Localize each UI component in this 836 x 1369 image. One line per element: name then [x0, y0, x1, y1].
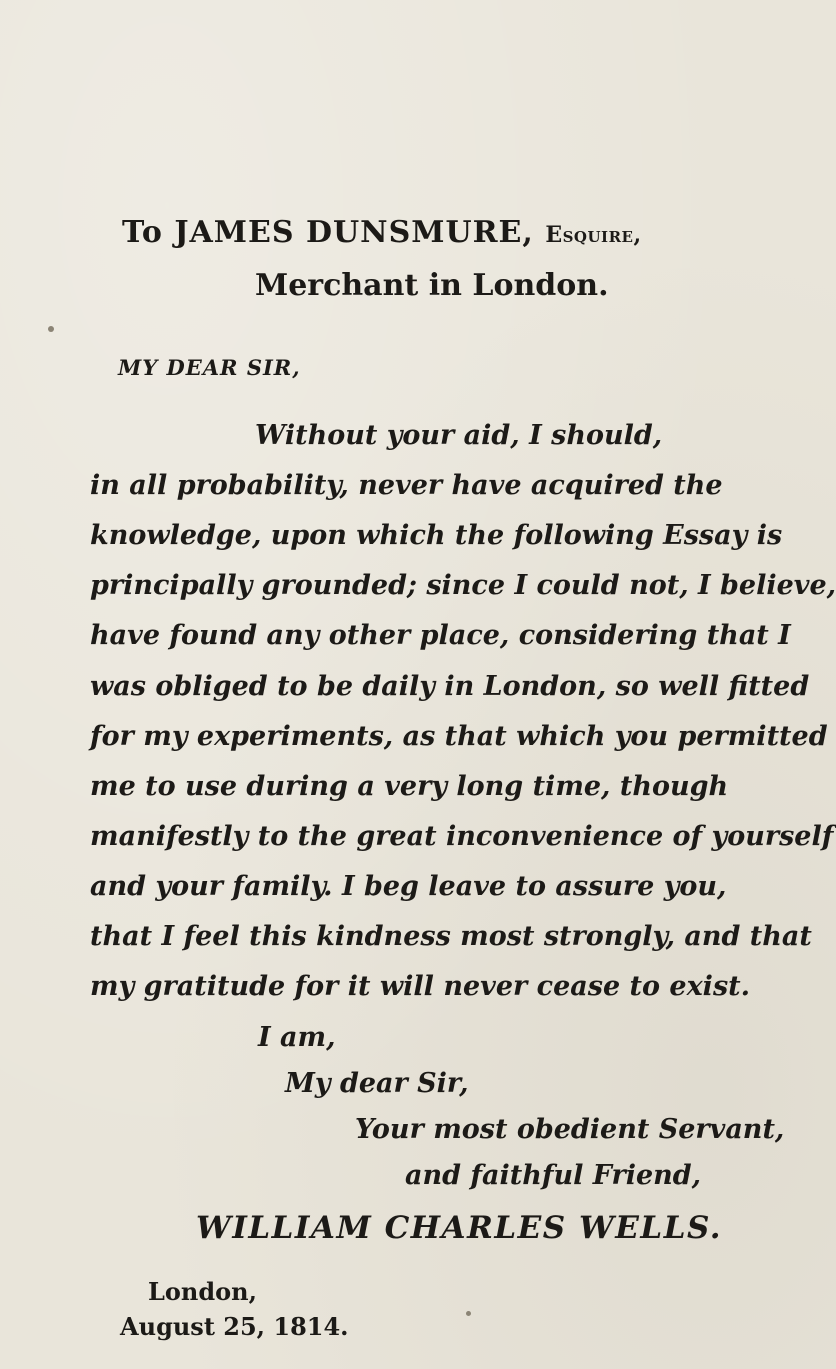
signature: WILLIAM CHARLES WELLS.	[196, 1210, 723, 1246]
body-line-5: have found any other place, considering that I	[90, 620, 791, 651]
body-line-4: principally grounded; since I could not, I believe,	[90, 570, 836, 601]
paper-speck	[48, 326, 54, 332]
place: London,	[148, 1277, 257, 1306]
body-line-11: that I feel this kindness most strongly, and that	[90, 921, 812, 952]
addressee-line	[122, 215, 642, 250]
addressee-title: Esquire,	[545, 222, 642, 248]
body-line-3: knowledge, upon which the following Essay is	[90, 520, 783, 551]
addressee-name: To JAMES DUNSMURE,	[122, 215, 546, 250]
body-line-7: for my experiments, as that which you permitted	[90, 721, 828, 752]
closing-servant: Your most obedient Servant,	[355, 1114, 785, 1145]
salutation: MY DEAR SIR,	[118, 355, 301, 380]
body-line-10: and your family. I beg leave to assure you,	[90, 871, 727, 902]
body-line-2: in all probability, never have acquired the	[90, 470, 723, 501]
date: August 25, 1814.	[120, 1312, 349, 1341]
closing-friend: and faithful Friend,	[405, 1160, 702, 1191]
closing-my-dear-sir: My dear Sir,	[285, 1068, 469, 1099]
closing-i-am: I am,	[258, 1022, 336, 1053]
body-line-9: manifestly to the great inconvenience of yourself	[90, 821, 834, 852]
addressee-occupation: Merchant in London.	[255, 268, 609, 303]
body-line-6: was obliged to be daily in London, so well fitted	[90, 671, 810, 702]
body-line-8: me to use during a very long time, though	[90, 771, 729, 802]
body-line-1: Without your aid, I should,	[255, 420, 663, 451]
paper-speck	[466, 1311, 471, 1316]
body-line-12: my gratitude for it will never cease to exist.	[90, 971, 751, 1002]
